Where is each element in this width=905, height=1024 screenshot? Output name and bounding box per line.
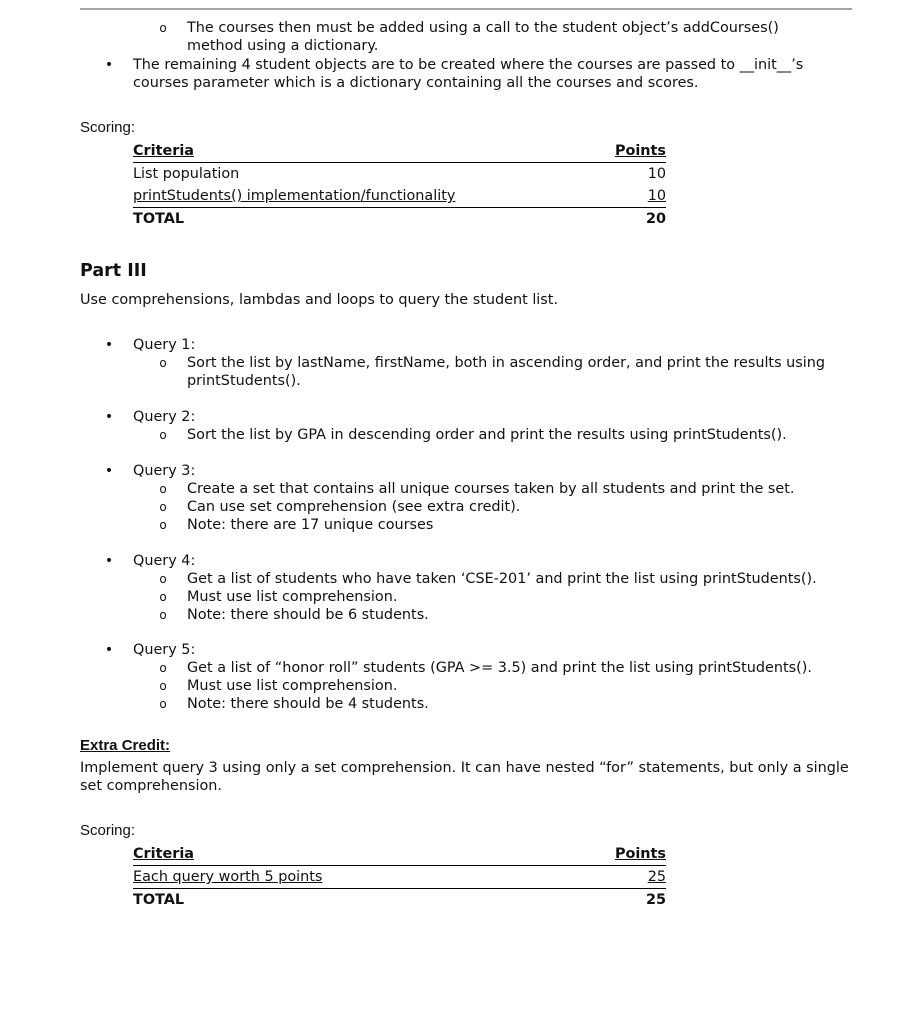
circle-bullet-icon	[158, 498, 168, 516]
circle-bullet-icon	[158, 570, 168, 588]
total-label: TOTAL	[133, 211, 185, 227]
table-header-row	[133, 843, 666, 866]
table-row	[133, 866, 666, 889]
query-item: Must use list comprehension.	[187, 589, 398, 605]
extra-credit-heading: Extra Credit:	[80, 737, 171, 754]
total-row	[133, 208, 666, 230]
points-cell: 25	[647, 869, 666, 885]
criteria-cell: printStudents() implementation/functionality	[133, 188, 456, 204]
circle-bullet-icon	[158, 606, 168, 624]
scoring-label: Scoring:	[80, 822, 136, 839]
scoring-table	[133, 843, 666, 911]
section-heading: Part III	[80, 261, 147, 281]
scoring-label: Scoring:	[80, 119, 136, 136]
query-label: Query 3:	[133, 463, 196, 479]
points-cell: 10	[647, 188, 666, 204]
disc-bullet-icon	[104, 408, 114, 426]
query-item: Get a list of “honor roll” students (GPA >= 3.5) and print the list using printStudents().	[187, 660, 812, 676]
circle-bullet-icon	[158, 677, 168, 695]
points-cell: 10	[647, 166, 666, 182]
table-row	[133, 185, 666, 208]
intro-bullet: The remaining 4 student objects are to be created where the courses are passed to __init__’s courses parameter which is a dictionary containing all the courses and scores.	[133, 57, 804, 91]
criteria-header: Criteria	[133, 846, 194, 862]
circle-bullet-icon	[158, 354, 168, 372]
circle-bullet-icon	[158, 588, 168, 606]
disc-bullet-icon	[104, 552, 114, 570]
disc-bullet-icon	[104, 641, 114, 659]
circle-bullet-icon	[158, 659, 168, 677]
scoring-table	[133, 140, 666, 230]
circle-bullet-icon	[158, 480, 168, 498]
circle-bullet-icon	[158, 516, 168, 534]
table-row	[133, 163, 666, 185]
total-points: 20	[645, 211, 666, 227]
points-header: Points	[614, 143, 666, 159]
query-item: Can use set comprehension (see extra credit).	[187, 499, 521, 515]
total-row	[133, 889, 666, 911]
table-header-row	[133, 140, 666, 163]
query-item: Create a set that contains all unique courses taken by all students and print the set.	[187, 481, 795, 497]
query-item: Sort the list by GPA in descending order and print the results using printStudents().	[187, 427, 787, 443]
disc-bullet-icon	[104, 56, 114, 74]
query-label: Query 5:	[133, 642, 196, 658]
criteria-cell: Each query worth 5 points	[133, 869, 323, 885]
section-description: Use comprehensions, lambdas and loops to query the student list.	[80, 292, 559, 308]
circle-bullet-icon	[158, 426, 168, 444]
query-label: Query 2:	[133, 409, 196, 425]
points-header: Points	[614, 846, 666, 862]
extra-credit-text: Implement query 3 using only a set comprehension. It can have nested “for” statements, but only a single set comprehension.	[80, 760, 849, 794]
query-item: Must use list comprehension.	[187, 678, 398, 694]
query-item: Get a list of students who have taken ‘CSE-201’ and print the list using printStudents().	[187, 571, 817, 587]
circle-bullet-icon	[158, 695, 168, 713]
intro-sub-bullet: The courses then must be added using a call to the student object’s addCourses() method using a dictionary.	[187, 20, 779, 54]
query-label: Query 1:	[133, 337, 196, 353]
query-item: Sort the list by lastName, firstName, both in ascending order, and print the results using printStudents().	[187, 355, 826, 389]
disc-bullet-icon	[104, 336, 114, 354]
query-item: Note: there are 17 unique courses	[187, 517, 434, 533]
criteria-cell: List population	[133, 166, 240, 182]
criteria-header: Criteria	[133, 143, 194, 159]
page-top-rule	[80, 8, 852, 10]
query-item: Note: there should be 6 students.	[187, 607, 429, 623]
query-label: Query 4:	[133, 553, 196, 569]
circle-bullet-icon	[158, 19, 168, 37]
total-label: TOTAL	[133, 892, 185, 908]
query-item: Note: there should be 4 students.	[187, 696, 429, 712]
disc-bullet-icon	[104, 462, 114, 480]
total-points: 25	[645, 892, 666, 908]
